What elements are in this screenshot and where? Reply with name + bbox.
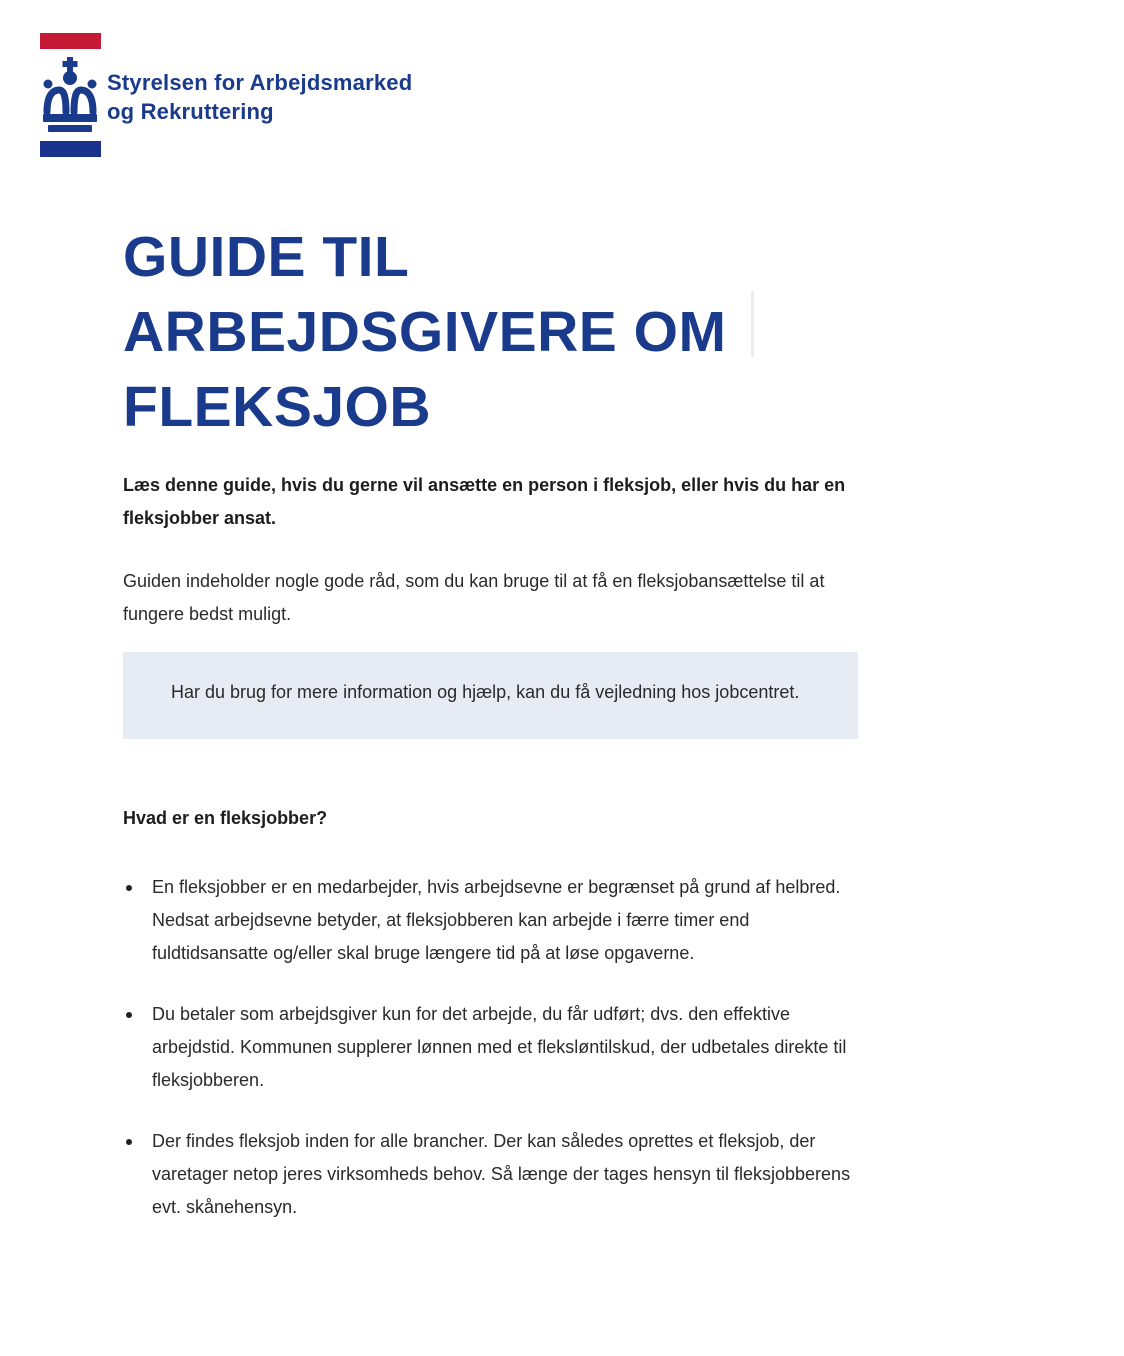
list-item-text: Der findes fleksjob inden for alle brancher. Der kan således oprettes et fleksjob, der varetager netop jeres virksomheds behov. Så længe der tages hensyn til fleksjobberens evt. skånehensyn. <box>152 1131 851 1217</box>
info-box <box>123 652 858 739</box>
list-item-text: En fleksjobber er en medarbejder, hvis arbejdsevne er begrænset på grund af helbred. Nedsat arbejdsevne betyder, at fleksjobberen kan arbejde i færre timer end fuldtidsansatte og/eller skal bruge længere tid på at løse opgaverne. <box>152 877 841 963</box>
title-line: ARBEJDSGIVERE OM <box>123 300 727 364</box>
page-title <box>123 220 863 445</box>
document-content <box>123 220 863 1252</box>
agency-name <box>107 68 412 126</box>
title-line: FLEKSJOB <box>123 375 432 439</box>
agency-name-line2: og Rekruttering <box>107 99 274 124</box>
bullet-icon <box>126 1012 132 1018</box>
list-item <box>123 998 863 1097</box>
section-heading: Hvad er en fleksjobber? <box>123 808 328 828</box>
bullet-icon <box>126 885 132 891</box>
intro-bold-paragraph: Læs denne guide, hvis du gerne vil ansætte en person i fleksjob, eller hvis du har en fleksjobber ansat. <box>123 475 846 528</box>
info-box-text: Har du brug for mere information og hjælp, kan du få vejledning hos jobcentret. <box>171 682 800 702</box>
crown-icon <box>36 57 104 135</box>
bullet-list <box>123 871 863 1224</box>
bullet-icon <box>126 1139 132 1145</box>
intro-paragraph: Guiden indeholder nogle gode råd, som du kan bruge til at få en fleksjobansættelse til at fungere bedst muligt. <box>123 571 825 624</box>
logo-blue-bar <box>40 141 101 157</box>
logo-red-bar <box>40 33 101 49</box>
list-item <box>123 1125 863 1224</box>
list-item <box>123 871 863 970</box>
agency-name-line1: Styrelsen for Arbejdsmarked <box>107 70 413 95</box>
title-line: GUIDE TIL <box>123 225 410 289</box>
list-item-text: Du betaler som arbejdsgiver kun for det arbejde, du får udført; dvs. den effektive arbejdstid. Kommunen supplerer lønnen med et fleksløntilskud, der udbetales direkte til fleksjobberen. <box>152 1004 847 1090</box>
